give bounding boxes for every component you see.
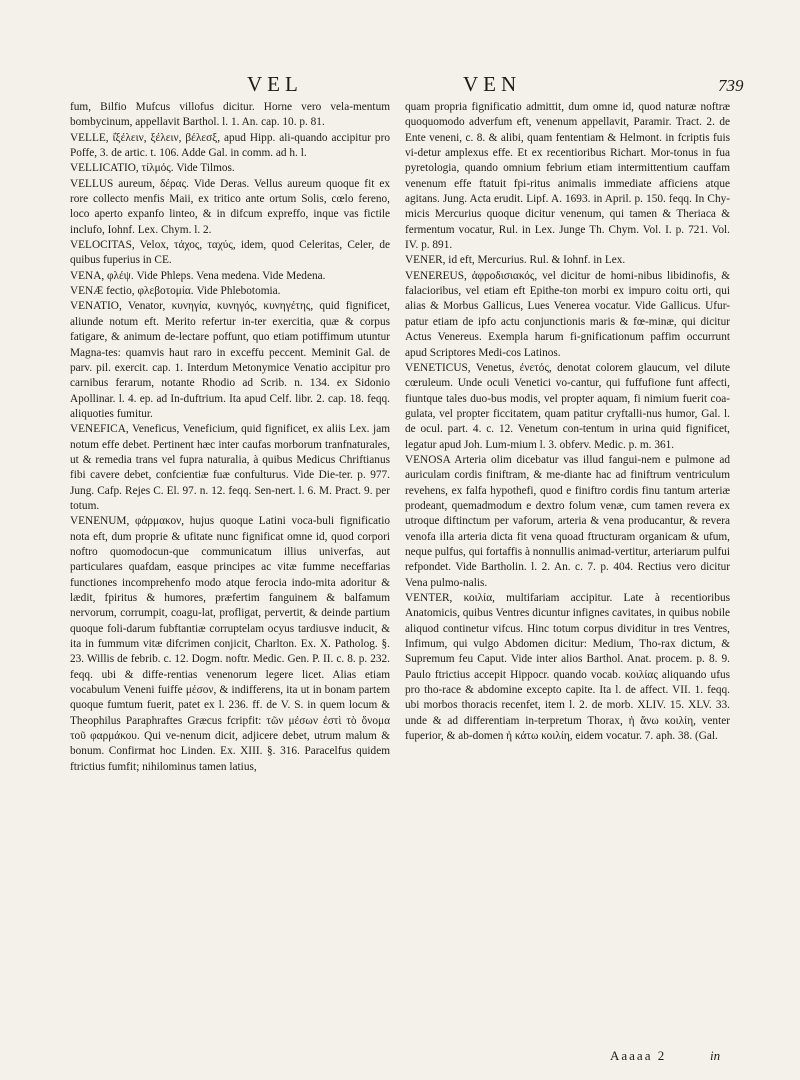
right-entry: VENETICUS, Venetus, ἐνετός, denotat colorem glaucum, vel dilute cœruleum. Unde oculi Venetici vo-cantur, qui fuffufione funt affecti, fiuntque tales duo-bus modis, vel propter aquam, fi nimium fuerit coa-gulata, vel propter ficcitatem, quam patitur cryftalli-nus humor, Gal. l. de ocul. part. 4. c. 12. Venetum con-tentum in urina quid fignificet, legatur apud Joh. Lum-mium l. 3. obferv. Medic. p. m. 361. <box>405 361 730 451</box>
left-entry: VELLICATIO, τίλμός. Vide Tilmos. <box>70 162 235 175</box>
left-entry: VENA, φλέψ. Vide Phleps. Vena medena. Vide Medena. <box>70 269 326 282</box>
left-entry: VENATIO, Venator, κυνηγία, κυνηγός, κυνηγέτης, quid fignificet, aliunde notum eft. Merito refertur in-ter exercitia, quæ & corpus fatigare, & animum de-lectare poffunt, quo etiam potiffimum utuntur Magna-tes: quamvis haut raro in exceffu peccent. Meminit Gal. de parv. pil. exercit. cap. 1. Interdum Metonymice Venatio accipitur pro carnibus ferarum, notante Rhodio ad Scrib. n. 134. ex Sidonio Apollinar. l. 4. ep. ad In-duftrium. Ita apud Celf. libr. 2. cap. 18. feqq. aliquoties fumitur. <box>70 300 390 420</box>
right-entry: VENER, id eft, Mercurius. Rul. & Iohnf. in Lex. <box>405 254 626 267</box>
left-entry: VELLUS aureum, δέρας. Vide Deras. Vellus aureum quoque fit ex rore collecto menfis Maii, ex tritico ante ortum Solis, cœlo fereno, loco aperto expanfo linteo, & in difcum expreffo, inque vas fictile inclufo, Iohnf. Lex. Chym. l. 2. <box>70 177 390 236</box>
right-column <box>405 100 730 1060</box>
left-entry: VENENUM, φάρμακον, hujus quoque Latini voca-buli fignificatio nota eft, dum proprie & ufitate nunc fignificat omne id, quod corpori noftro quomodocun-que communicatum illius univerfas, aut particulares quafdam, easque principes ac vitæ fumme neceffarias functiones incomprehenfo modo atque ferocia indo-mita adoritur & lædit, fpiritus & humores, præfertim fanguinem & balfamum nervorum, corrumpit, coagu-lat, profligat, pervertit, & deinde partium quoque foli-darum fubftantiæ corruptelam ocyus tardiusve inducit, & ita in fummum vitæ difcrimen conjicit, Charlton. Ex. X. Patholog. §. 23. Willis de febrib. c. 12. Dogm. noftr. Medic. Gen. P. II. c. 8. p. 232. feqq. ubi & diffe-rentias venenorum legere licet. Alias etiam vocabulum Veneni fuiffe μέσον, & indifferens, ita ut in bonam partem quoque fumtum fuerit, patet ex l. 236. ff. de V. S. in quem locum & Theophilus Paraphraftes Græcus fcripfit: τῶν μέσων ἐστὶ τὸ ὄνομα τοῦ φαρμάκου. Qui ve-nenum dicit, adjicere debet, utrum malum & bonum. Confirmat hoc Linden. Ex. XIII. §. 316. Paracelfus quidem ftrictius fumfit; nihilominus tamen latius, <box>70 515 390 773</box>
left-entry: VENÆ fectio, φλεβοτομία. Vide Phlebotomia. <box>70 285 281 298</box>
right-entry: VENEREUS, ἀφροδισιακός, vel dicitur de homi-nibus libidinofis, & falacioribus, vel etiam eft Epithe-ton morbi ex impuro coitu orti, qui alias & Morbus Gallicus, Lues Venerea vocatur. Vide Gallicus. Ufur-patur etiam de ipfo actu conjunctionis maris & fœ-minæ, qui dicitur Actus Venereus. Exempla harum fi-gnificationum paffim occurrunt apud Scriptores Medi-cos Latinos. <box>405 269 730 359</box>
header-right-word: VEN <box>463 72 522 96</box>
left-entry: VELLE, ἰ̓ξέλειν, ξέλειν, βέλεσξ, apud Hipp. ali-quando accipitur pro Poffe, 3. de artic. t. 106. Adde Gal. in comm. ad h. l. <box>70 131 390 160</box>
catchword: in <box>710 1048 721 1063</box>
printer-signature: Aaaaa 2 <box>610 1048 667 1063</box>
left-entry: VELOCITAS, Velox, τάχος, ταχύς, idem, quod Celeritas, Celer, de quibus fuperius in CE. <box>70 239 390 267</box>
running-header <box>0 72 800 98</box>
left-entry: VENEFICA, Veneficus, Veneficium, quid fignificet, ex aliis Lex. jam notum effe debet. Pertinent hæc inter caufas morborum tranfnaturales, ut & remedia trans vel fupra naturalia, à quibus Medicus Chriftianus fibi cavere debet, confcientiæ fuæ confulturus. Vide Die-ter. p. 977. Jung. Cafp. Rejes C. El. 97. n. 12. feqq. Sen-nert. l. 6. M. Pract. 9. per totum. <box>70 423 390 512</box>
right-entry: quam propria fignificatio admittit, dum omne id, quod naturæ noftræ quoquomodo adverfum eft, venenum appellavit, Paramir. Tract. 2. de Ente veneni, c. 8. & alibi, quam fententiam & Helmont. in fcriptis fuis vi-detur amplexus effe. Et ex recentioribus Richart. Mor-tonus in fua pyretologia, quando omnium febrium etiam intermittentium cauffam venenum effe ftatuit fpi-ritus animalis immediate afficiens atque agitans. Jung. Acta erudit. Lipf. A. 1693. in April. p. 150. feqq. In Chy-micis Mercurius quoque dicitur venenum, qui tamen & Theriaca & fermentum vocatur, Rul. in Lex. Junge Th. Chym. Vol. I. p. 721. Vol. IV. p. 891. <box>405 101 730 252</box>
header-left-word: VEL <box>247 72 303 96</box>
left-column <box>70 100 390 1060</box>
left-entry: fum, Bilfio Mufcus villofus dicitur. Horne vero vela-mentum bombycinum, appellavit Barthol. l. 1. An. cap. 10. p. 81. <box>70 101 390 129</box>
right-entry: VENTER, κοιλία, multifariam accipitur. Late à recentioribus Anatomicis, quibus Ventres dicuntur infignes cavitates, in quibus nobile aliquod continetur vifcus. Hinc totum corpus dividitur in tres Ventres, Infimum, qui vulgo Abdomen dicitur: Medium, Tho-rax dictum, & Supremum feu Caput. Vide inter alios Barthol. Anat. procem. p. 8. 9. Paulo ftrictius accepit Hippocr. quando vocab. κοιλίας aliquando ufus pro tho-race & abdomine excepto capite. Ita l. de affect. VII. 1. feqq. ubi morbos thoracis recenfet, item l. 2. de morb. XLIV. 15. XLV. 33. unde & ad differentiam in-terpretum Thorax, ἡ ἄνω κοιλίη, venter fuperior, & ab-domen ἡ κάτω κοιλίη, eidem vocatur. 7. aph. 38. (Gal. <box>405 592 730 743</box>
page-number: 739 <box>718 76 744 95</box>
page-footer <box>0 1048 800 1068</box>
right-entry: VENOSA Arteria olim dicebatur vas illud fangui-nem e pulmone ad auriculam cordis finiftram, & me-diante hac ad finiftrum ventriculum revehens, ex falfa hypothefi, quod e finiftro cordis finu tantum arteriæ prodeant, quemadmodum e dextro folum venæ, cum tamen revera ex utroque diftinctum per vaforum, arteria & vena producantur, & revera venofa illa arteria dicta fit vena quoad ftructuram organicam & ufum, neque pulfus, qui fortaffis à nonnullis animad-vertitur, arteriarum pulfui refpondet. Vide Bartholin. l. 2. An. c. 7. p. 404. Rectius vero dicitur Vena pulmo-nalis. <box>405 453 730 589</box>
